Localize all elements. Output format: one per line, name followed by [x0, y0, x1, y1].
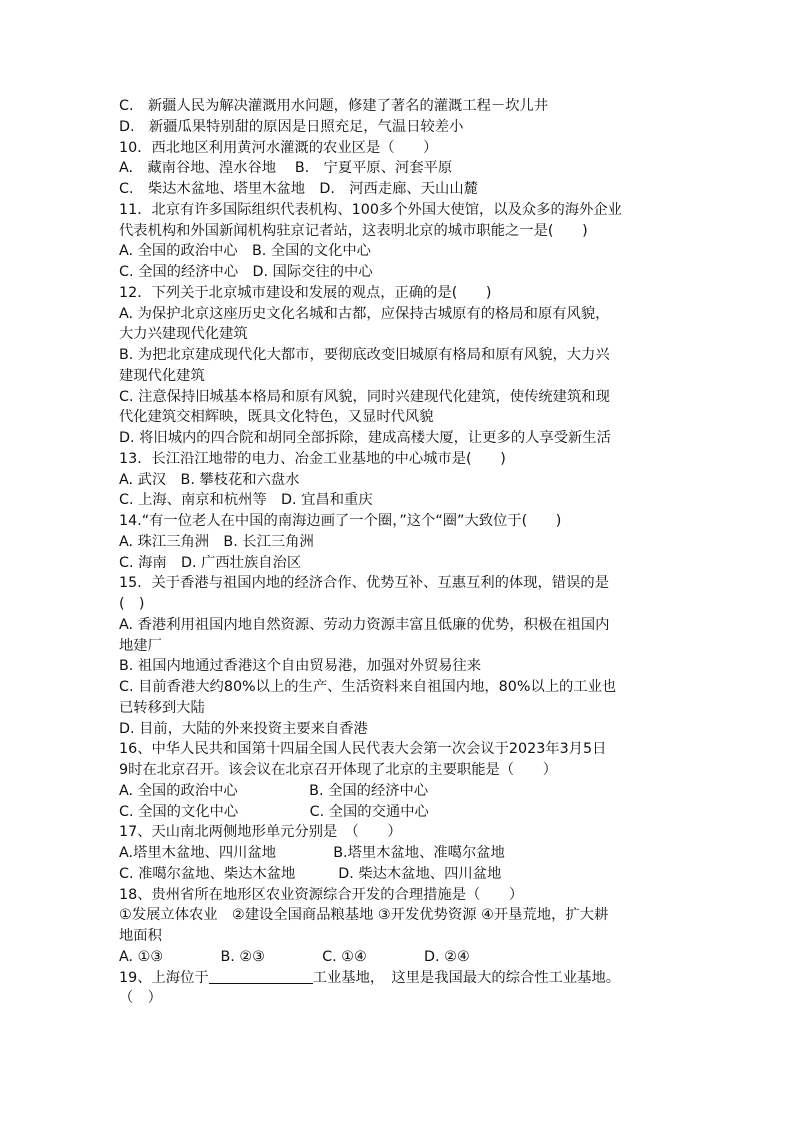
question-text: [119, 96, 679, 1009]
text-line: B. 为把北京建成现代化大都市，要彻底改变旧城原有格局和原有风貌，大力兴: [119, 347, 610, 363]
text-line: A.塔里木盆地、四川盆地 B.塔里木盆地、准噶尔盆地: [119, 845, 505, 861]
text-line: D. 目前，大陆的外来投资主要来自香港: [119, 720, 368, 737]
text-line: 大力兴建现代化建筑: [119, 326, 248, 343]
fill-in-blank: [209, 969, 313, 984]
text-line: 13．长江沿江地带的电力、冶金工业基地的中心城市是( ): [119, 450, 506, 467]
text-line: 17、天山南北两侧地形单元分别是 （ ）: [119, 824, 402, 841]
text-line: 12．下列关于北京城市建设和发展的观点，正确的是( ): [119, 284, 492, 301]
q19-answer-paren: （ ）: [119, 990, 162, 1007]
text-line: 10．西北地区利用黄河水灌溉的农业区是（ ）: [119, 139, 438, 156]
text-line: C. 柴达木盆地、塔里木盆地 D. 河西走廊、天山山麓: [119, 181, 478, 197]
text-line: C. 注意保持旧城基本格局和原有风貌，同时兴建现代化建筑，使传统建筑和现: [119, 388, 610, 405]
text-line: A. 珠江三角洲 B. 长江三角洲: [119, 533, 314, 550]
text-line: D. 新疆瓜果特别甜的原因是日照充足，气温日较差小: [119, 118, 464, 135]
text-line: D. 将旧城内的四合院和胡同全部拆除，建成高楼大厦，让更多的人享受新生活: [119, 430, 611, 446]
text-line: ( ): [119, 596, 145, 612]
text-line: ①发展立体农业 ②建设全国商品粮基地 ③开发优势资源 ④开垦荒地，扩大耕: [119, 907, 609, 924]
text-line: A. 全国的政治中心 B. 全国的文化中心: [119, 243, 371, 260]
text-line: A. 香港利用祖国内地自然资源、劳动力资源丰富且低廉的优势，积极在祖国内: [119, 616, 610, 633]
text-line: 代表机构和外国新闻机构驻京记者站，这表明北京的城市职能之一是( ): [119, 222, 588, 239]
question-19-line: [119, 968, 679, 989]
text-line: A. 全国的政治中心 B. 全国的经济中心: [119, 782, 429, 799]
text-line: C. 海南 D. 广西壮族自治区: [119, 554, 302, 571]
text-line: C. 目前香港大约80%以上的生产、生活资料来自祖国内地，80%以上的工业也: [119, 679, 617, 695]
text-line: 代化建筑交相辉映，既具文化特色，又显时代风貌: [119, 409, 434, 426]
text-line: 已转移到大陆: [119, 699, 205, 716]
text-line: 14.“有一位老人在中国的南海边画了一个圈，”这个“圈”大致位于( ): [119, 513, 562, 529]
text-line: 地面积: [119, 928, 162, 944]
text-line: A. 武汉 B. 攀枝花和六盘水: [119, 471, 300, 488]
text-line: 18、贵州省所在地形区农业资源综合开发的合理措施是（ ）: [119, 886, 524, 903]
q19-suffix: 工业基地， 这里是我国最大的综合性工业基地。: [312, 969, 621, 986]
text-line: C. 全国的经济中心 D. 国际交往的中心: [119, 264, 373, 280]
text-line: B. 祖国内地通过香港这个自由贸易港，加强对外贸易往来: [119, 658, 482, 675]
text-line: C. 新疆人民为解决灌溉用水问题，修建了著名的灌溉工程－坎儿井: [119, 98, 549, 114]
text-line: 11．北京有许多国际组织代表机构、100多个外国大使馆，以及众多的海外企业: [119, 201, 622, 218]
text-line: 16、中华人民共和国第十四届全国人民代表大会第一次会议于2023年3月5日: [119, 741, 607, 758]
text-line: A. 为保护北京这座历史文化名城和古都，应保持古城原有的格局和原有风貌，: [119, 305, 610, 322]
text-line: 9时在北京召开。该会议在北京召开体现了北京的主要职能是（ ）: [119, 762, 557, 778]
text-line: C. 全国的文化中心 C. 全国的交通中心: [119, 803, 429, 820]
text-line: C. 上海、南京和杭州等 D. 宜昌和重庆: [119, 492, 373, 509]
q19-prefix: 19、上海位于: [119, 969, 209, 986]
text-line: C. 准噶尔盆地、柴达木盆地 D. 柴达木盆地、四川盆地: [119, 865, 502, 882]
text-line: A. 藏南谷地、湟水谷地 B. 宁夏平原、河套平原: [119, 160, 453, 177]
text-line: 地建厂: [119, 637, 162, 654]
text-line: 15．关于香港与祖国内地的经济合作、优势互补、互惠互利的体现，错误的是: [119, 575, 609, 592]
text-line: A. ①③ B. ②③ C. ①④ D. ②④: [119, 948, 470, 965]
text-line: 建现代化建筑: [119, 367, 205, 384]
